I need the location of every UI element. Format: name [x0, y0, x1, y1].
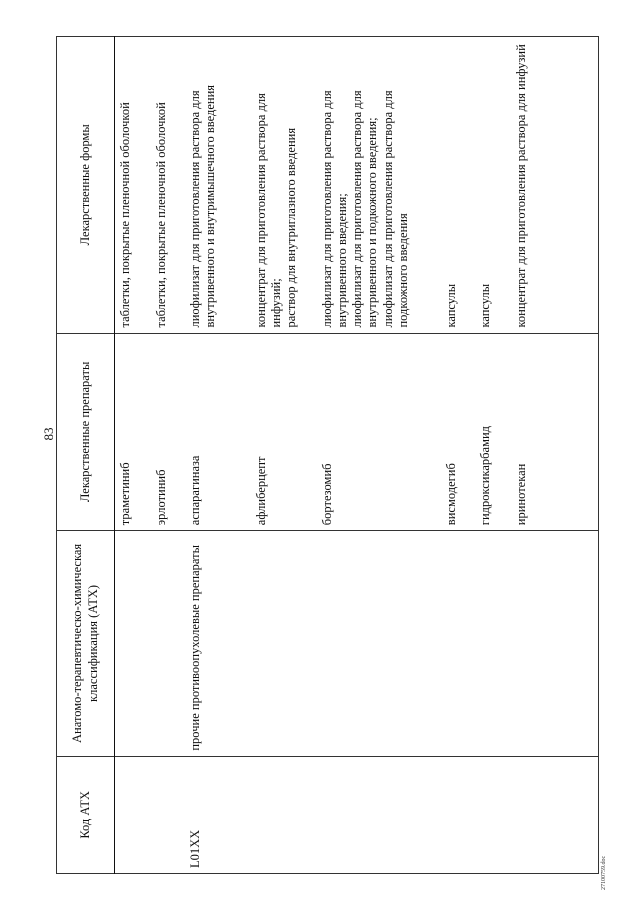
- footer-filename: 27100759.doc: [601, 855, 607, 890]
- cell-classification: [475, 531, 511, 756]
- cell-code: L01XX: [185, 756, 251, 873]
- form-line: концентрат для приготовления раствора для инфузий: [513, 44, 528, 328]
- cell-classification: [115, 531, 151, 756]
- cell-classification: [511, 531, 599, 756]
- cell-forms: [511, 37, 599, 334]
- table-row: [115, 37, 151, 874]
- form-line: лиофилизат для приготовления раствора для внутривенного и внутримышечного введения: [187, 84, 217, 328]
- cell-drug: афлиберцепт: [251, 333, 317, 531]
- cell-drug: траметиниб: [115, 333, 151, 531]
- cell-code: [115, 756, 151, 873]
- header-forms: Лекарственные формы: [57, 37, 115, 334]
- cell-classification: прочие противоопухолевые препараты: [185, 531, 251, 756]
- cell-classification: [151, 531, 185, 756]
- form-line: капсулы: [477, 283, 492, 328]
- cell-forms: [151, 37, 185, 334]
- page-number: 83: [41, 427, 56, 441]
- cell-classification: [251, 531, 317, 756]
- form-line: концентрат для приготовления раствора для инфузий;: [253, 93, 283, 328]
- drug-table-container: [56, 36, 598, 874]
- form-line: лиофилизат для приготовления раствора для внутривенного введения;: [319, 90, 349, 328]
- table-row: [251, 37, 317, 874]
- cell-code: [317, 756, 441, 873]
- form-line: лиофилизат для приготовления раствора для подкожного введения: [380, 90, 410, 328]
- cell-drug: висмодегиб: [441, 333, 475, 531]
- table-row: [475, 37, 511, 874]
- form-line: лиофилизат для приготовления раствора для внутривенного и подкожного введения;: [350, 90, 380, 328]
- table-row: [185, 37, 251, 874]
- cell-code: [511, 756, 599, 873]
- cell-drug: гидроксикарбамид: [475, 333, 511, 531]
- cell-code: [151, 756, 185, 873]
- header-code: Код АТХ: [57, 756, 115, 873]
- form-line: таблетки, покрытые пленочной оболочкой: [118, 102, 132, 328]
- cell-drug: аспарагиназа: [185, 333, 251, 531]
- header-drugs: Лекарственные препараты: [57, 333, 115, 531]
- drug-table: [56, 36, 599, 874]
- cell-drug: иринотекан: [511, 333, 599, 531]
- header-classification: Анатомо-терапевтическо-химическая классификация (АТХ): [57, 531, 115, 756]
- table-row: [317, 37, 441, 874]
- cell-code: [441, 756, 475, 873]
- cell-forms: [441, 37, 475, 334]
- cell-classification: [441, 531, 475, 756]
- cell-forms: [475, 37, 511, 334]
- cell-forms: [115, 37, 151, 334]
- cell-code: [475, 756, 511, 873]
- cell-forms: [185, 37, 251, 334]
- table-row: [151, 37, 185, 874]
- form-line: таблетки, покрытые пленочной оболочкой: [153, 102, 168, 328]
- form-line: капсулы: [443, 283, 458, 328]
- table-header-row: [57, 37, 115, 874]
- cell-forms: [317, 37, 441, 334]
- table-row: [441, 37, 475, 874]
- form-line: раствор для внутриглазного введения: [284, 127, 298, 328]
- cell-code: [251, 756, 317, 873]
- cell-drug: эрлотиниб: [151, 333, 185, 531]
- cell-drug: бортезомиб: [317, 333, 441, 531]
- table-row: [511, 37, 599, 874]
- cell-forms: [251, 37, 317, 334]
- cell-classification: [317, 531, 441, 756]
